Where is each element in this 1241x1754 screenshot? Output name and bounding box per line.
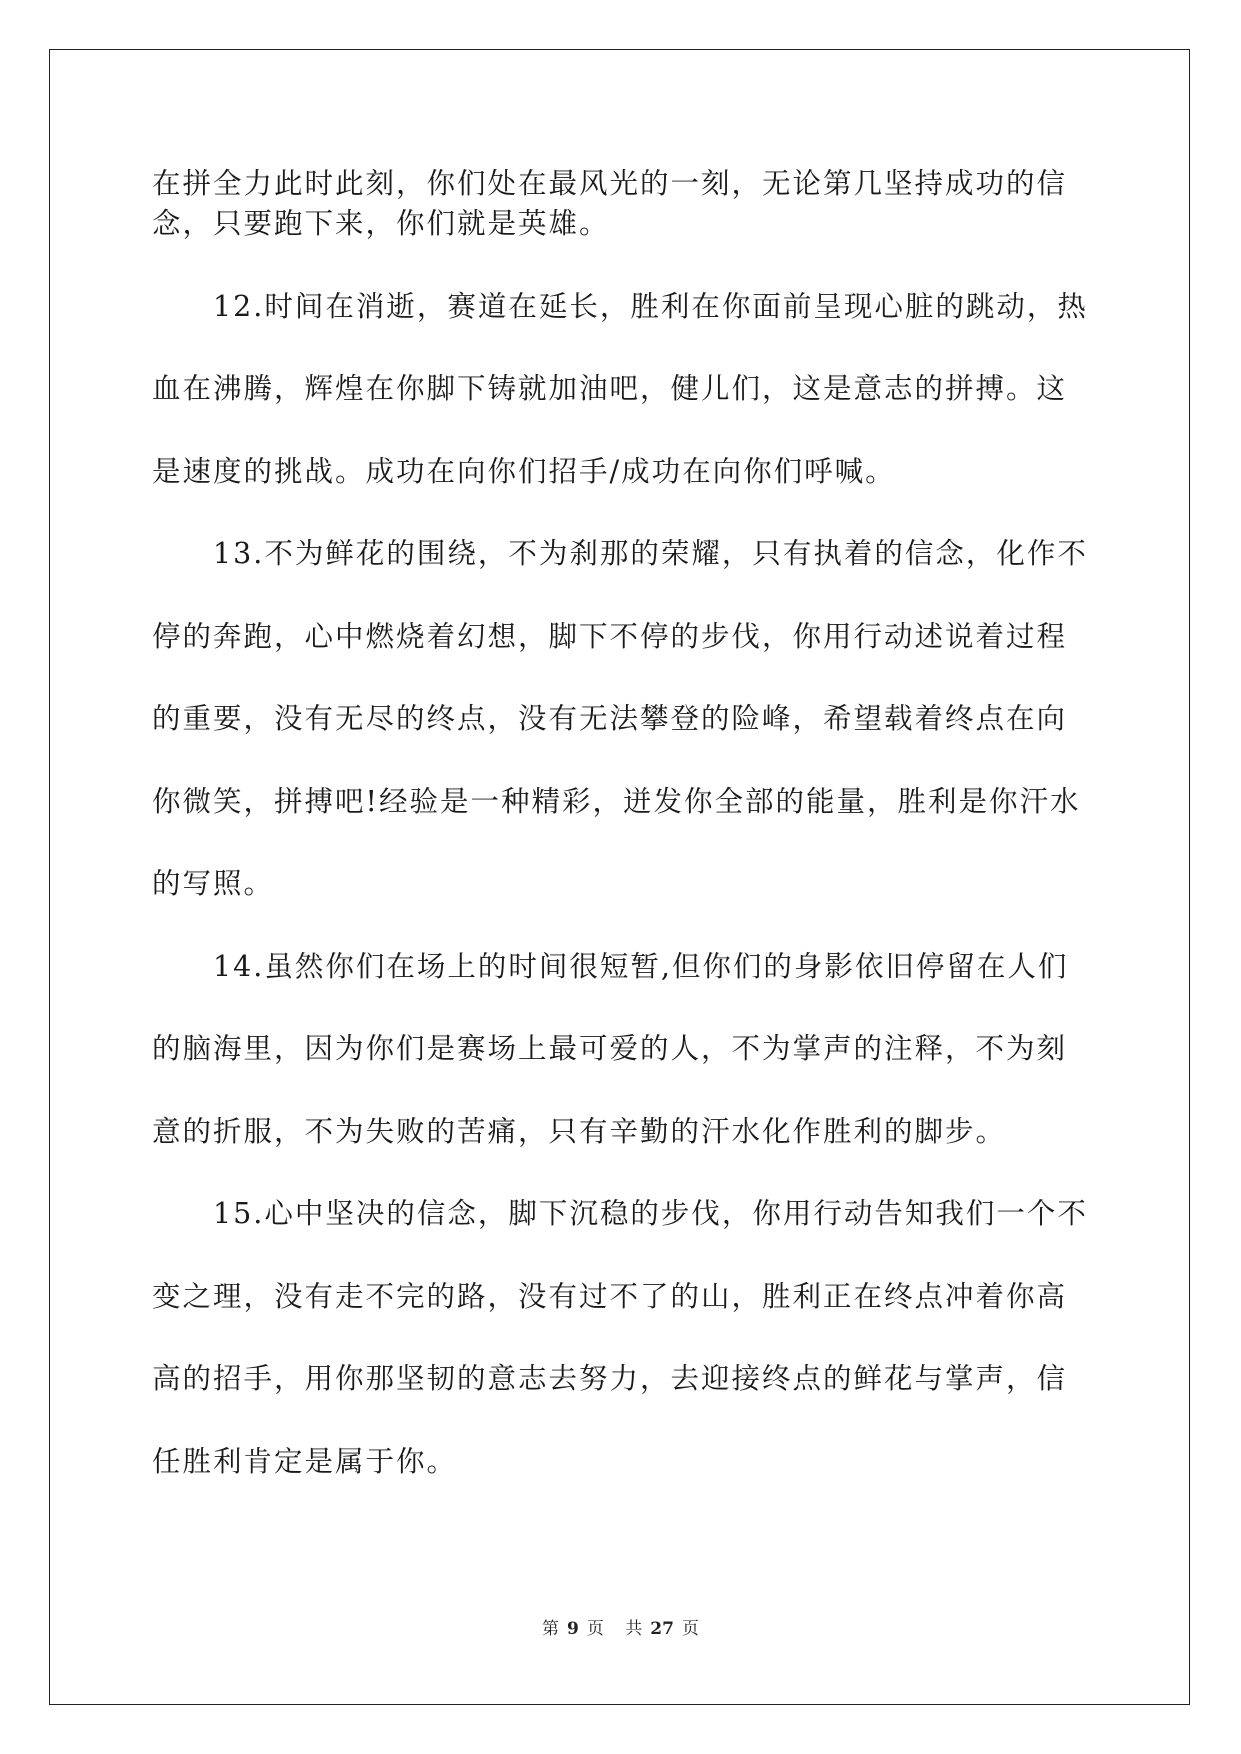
text-line: 意的折服，不为失败的苦痛，只有辛勤的汗水化作胜利的脚步。: [152, 1114, 1007, 1148]
text-line: 念，只要跑下来，你们就是英雄。: [152, 207, 610, 240]
document-body: [152, 164, 1089, 1482]
paragraph: [152, 287, 1089, 492]
page-suffix: 页: [586, 1619, 604, 1639]
total-suffix: 页: [681, 1619, 699, 1639]
paragraph: [152, 164, 1089, 244]
text-line: 的重要，没有无尽的终点，没有无法攀登的险峰，希望载着终点在向: [152, 702, 1068, 735]
text-line: 任胜利肯定是属于你。: [152, 1444, 458, 1478]
total-pages-indicator: [621, 1619, 703, 1639]
text-line: 变之理，没有走不完的路，没有过不了的山，胜利正在终点冲着你高: [152, 1279, 1068, 1313]
text-line: 停的奔跑，心中燃烧着幻想，脚下不停的步伐，你用行动述说着过程: [152, 619, 1068, 653]
text-line: 14.虽然你们在场上的时间很短暂,但你们的身影依旧停留在人们: [152, 949, 1069, 983]
text-line: 13.不为鲜花的围绕，不为刹那的荣耀，只有执着的信念，化作不: [152, 537, 1088, 570]
text-line: 高的招手，用你那坚韧的意志去努力，去迎接终点的鲜花与掌声，信: [152, 1362, 1068, 1395]
text-line: 的脑海里，因为你们是赛场上最可爱的人，不为掌声的注释，不为刻: [152, 1032, 1068, 1065]
text-line: 血在沸腾，辉煌在你脚下铸就加油吧，健儿们，这是意志的拼搏。这: [152, 372, 1068, 405]
total-prefix: 共: [625, 1619, 643, 1639]
text-line: 你微笑，拼搏吧!经验是一种精彩，迸发你全部的能量，胜利是你汗水: [152, 784, 1081, 818]
paragraph: [152, 947, 1089, 1152]
page-footer: [0, 1618, 1241, 1640]
text-line: 的写照。: [152, 867, 275, 900]
page-prefix: 第: [542, 1619, 560, 1639]
page-indicator: [538, 1619, 608, 1639]
text-line: 15.心中坚决的信念，脚下沉稳的步伐，你用行动告知我们一个不: [152, 1197, 1088, 1230]
text-line: 是速度的挑战。成功在向你们招手/成功在向你们呼喊。: [152, 454, 896, 488]
text-line: 在拼全力此时此刻，你们处在最风光的一刻，无论第几坚持成功的信: [152, 167, 1068, 200]
paragraph: [152, 534, 1089, 904]
page-number: 9: [567, 1619, 579, 1639]
paragraph: [152, 1194, 1089, 1482]
text-line: 12.时间在消逝，赛道在延长，胜利在你面前呈现心脏的跳动，热: [152, 289, 1088, 323]
total-pages: 27: [650, 1619, 674, 1639]
